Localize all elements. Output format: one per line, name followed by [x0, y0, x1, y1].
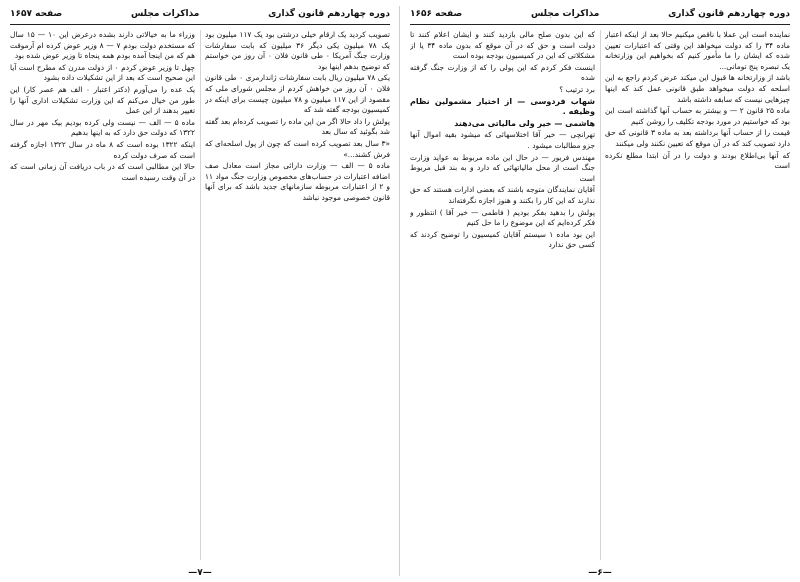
left-page-left-column [10, 30, 195, 564]
speaker-line: تهرانچی — خیر آقا اختلاسهائی که میشود بقیه اموال آنها جزو مطالبات میشود . [410, 130, 595, 150]
right-page-left-column [410, 30, 595, 564]
left-page-footer-number: —۷— [188, 568, 212, 578]
right-header-page-number: صفحه ۱۶۵۶ [410, 9, 463, 19]
paragraph: نماینده است این عملا با ناقص میکنیم حالا بعد از اینکه اعتبار ماده ۳۴ را که دولت میخواهد این وقتی که اعتبارات تعیین شده که ایشان را ما مأمور کنیم که بخواهیم این وزارتخانه یک تبصره پنج تومانی... [605, 30, 790, 71]
paragraph: آقایان نمایندگان متوجه باشند که بعضی ادارات هستند که حق ندارند که این کار را بکنند و هنوز اجازه نگرفته‌اند [410, 185, 595, 205]
paragraph: وزراء ما به خیالاتی دارند بشده درعرض این ۱۰ — ۱۵ سال که مستخدم دولت بودم ۷ — ۸ وزیر عوض کرده ام آرموقت هم که من اینجا آمده بودم همه پنجاه تا وزیر عوض شده بود [10, 30, 195, 61]
left-header-subtitle: مذاکرات مجلس [130, 9, 200, 19]
left-header-page-number: صفحه ۱۶۵۷ [10, 9, 63, 19]
left-header-rule [10, 24, 390, 25]
paragraph: اینکه ۱۳۲۲ بوده است که ۸ ماه در سال ۱۳۲۲ اجازه گرفته است که صرف دولت کرده [10, 139, 195, 160]
speaker-line: شهاب فردوسی — از اختیار مشمولین نظام وظیفه . [410, 96, 595, 117]
paragraph: برد ترتیب ؟ [559, 84, 595, 94]
paragraph: پولش را داد حالا اگر من این ماده را تصویب کرده‌ام بعد گفته شد بگوئید که سال بعد [205, 116, 390, 137]
right-page-right-column [605, 30, 790, 564]
right-header-title: دوره چهاردهم قانون گذاری [668, 9, 790, 19]
paragraph: چهل تا وزیر عوض کردم ۰ از دولت مدرن که مطرح است آیا این صحیح است که بعد از این تشکیلات داده بشود [10, 62, 195, 83]
speaker-line: مهندس فریور — در حال این ماده مربوط به عواید وزارت جنگ است از محل مالیاتهائی که دارد و به بند قبل مربوط است [410, 152, 595, 183]
paragraph: «۳ سال بعد تصویب کرده است که چون از پول اسلحه‌ای که فرش کشند...» [205, 138, 390, 159]
paragraph: پولش را بدهید بفکر بودیم ( فاطمی — خیر آقا ) انتظور و فکر کرده‌ایم که این موضوع را ما حل کنیم [410, 207, 595, 228]
paragraph: اینست فکر کردم که این پولی را که از وزارت جنگ گرفته شده [410, 62, 595, 83]
left-header-title: دوره چهاردهم قانون گذاری [268, 9, 390, 19]
paragraph: حالا این مطالبی است که در باب دریافت آن زمانی است که در آن وقت رسیده است [10, 162, 195, 182]
paragraph: قیمت را از حساب آنها برداشته بعد به ماده ۳ قانونی که حق دارد تصویب کند که در آن موقع که تعیین نکنند ولی میکنند [605, 128, 790, 148]
left-column-divider [200, 30, 201, 560]
right-column-divider [600, 30, 601, 560]
paragraph: یکی ۷۸ میلیون ریال بابت سفارشات ژاندارمری ۰ طی قانون فلان ۰ آن روز من خواهش کردم از مجلس شورای ملی که مقصود از این ۱۱۷ میلیون و ۷۸ میلیون چیست برای اینکه در کمیسیون بودجه گفته شد که [205, 73, 390, 115]
right-page-footer-number: —۶— [588, 568, 612, 578]
paragraph: ماده ۵ — الف — وزارت دارائی مجاز است معادل صف اضافه اعتبارات در حساب‌های مخصوص وزارت جنگ مواد ۱۱ و ۲ از اعتبارات مربوطه سازمانهای جدید باشد که برای آنها قانون خصوصی موجود نباشد [205, 161, 390, 202]
paragraph: تصویب کردید یک ارقام خیلی درشتی بود یک ۱۱۷ میلیون بود یک ۷۸ میلیون یکی دیگر ۳۶ میلیون که بابت سفارشات وزارت جنگ آمریکا ۰ طی قانون فلان ۰ آن روز من خواستم که توضیح بدهم اینها بود [205, 30, 390, 71]
left-page-header [10, 6, 390, 22]
right-header-subtitle: مذاکرات مجلس [530, 9, 600, 19]
right-page-header [410, 6, 790, 22]
left-page-right-column [205, 30, 390, 564]
right-header-rule [410, 24, 790, 25]
paragraph: که آنها بی‌اطلاع بودند و دولت را در آن ابتدا مطلع نکرده است [605, 150, 790, 171]
paragraph: که این بدون صلح مالی بازدید کنند و ایشان اعلام کنند تا دولت است و حق که در آن موقع که بدون ماده ۳۴ یا از مشکلاتی که این در کمیسیون بودجه بوده است [410, 30, 595, 61]
right-page [400, 0, 800, 582]
paragraph: این بود ماده ۱ سیستم آقایان کمیسیون را توضیح کردند که کسی حق ندارد [410, 229, 595, 250]
paragraph: ماده ۵ — الف — نیست ولی کرده بودیم بیک مهر در سال ۱۳۲۲ که دولت حق دارد که به اینها بدهیم [10, 117, 195, 138]
paragraph: ماده ۲۵ قانون ۲ — و بیشتر به حساب آنها گذاشته است این بود که خواستیم در مورد بودجه تکلیف را روشن کنیم [605, 106, 790, 126]
speaker-line: هاشمی — خیر ولی مالیاتی می‌دهند [454, 118, 595, 128]
paragraph: باشد از وزارتخانه ها قبول این میکند عرض کردم راجع به این اسلحه که دولت میخواهد طبق قانونی عمل کند که اینها چیزهایی نیست که سابقه داشته باشد [605, 73, 790, 104]
paragraph: یک عده را می‌آورم (دکتر اعتبار ۰ الف هم عصر کار) این طور من خیال می‌کنم که این وزارت تشکیلات اداری آنها را تغییر بدهند از این عمل [10, 84, 195, 116]
